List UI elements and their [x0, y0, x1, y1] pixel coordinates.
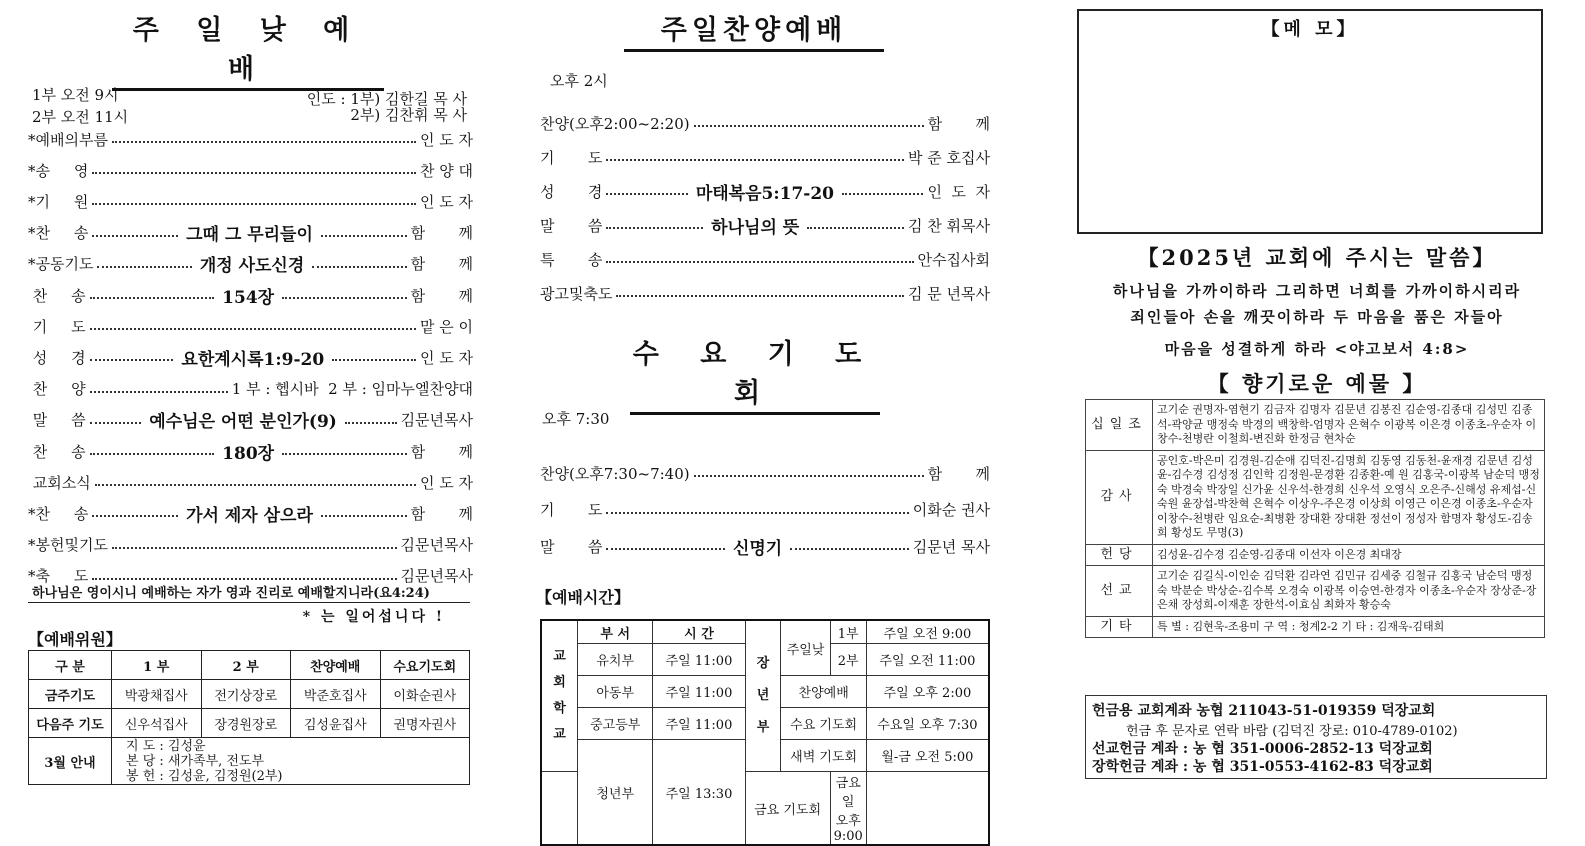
- staff-header-cell: 1 부: [112, 651, 202, 680]
- order-label: *예배의부름: [28, 130, 108, 149]
- afternoon-column: [536, 0, 991, 844]
- order-label: *찬 송: [28, 224, 89, 243]
- title-underline: [624, 49, 884, 52]
- adult-service: 수요 기도회: [781, 708, 866, 740]
- order-person: 1 부 : 헵시바 2 부 : 임마누엘찬양대: [231, 380, 473, 399]
- leader-dots: [90, 422, 142, 424]
- offering-row: [1086, 544, 1545, 566]
- order-label: 기 도: [540, 501, 603, 519]
- order-row: [540, 535, 990, 557]
- staff-cell: 권명자권사: [380, 709, 470, 738]
- title-underline: [630, 412, 880, 415]
- order-person: 함 께: [410, 255, 473, 274]
- memo-title: 【메 모】: [1261, 19, 1359, 40]
- order-person: 인 도 자: [927, 182, 991, 201]
- staff-title: 【예배위원】: [28, 630, 122, 649]
- leader-dots: [112, 141, 416, 143]
- order-label: 말 씀: [540, 537, 603, 556]
- school-dept: 유치부: [577, 644, 653, 676]
- order-person: 함 께: [410, 442, 473, 461]
- year-verse-line-1: 하나님을 가까이하라 그리하면 너희를 가까이하시리라: [1112, 282, 1522, 300]
- order-label: 말 씀: [28, 411, 86, 430]
- order-content: 하나님의 뜻: [707, 213, 803, 238]
- leader-dots: [282, 297, 407, 299]
- verse-divider: [28, 602, 470, 603]
- order-row: [28, 159, 473, 181]
- leader-dots: [606, 548, 725, 550]
- leader-dots: [92, 578, 396, 580]
- school-time: 주일 11:00: [653, 708, 745, 740]
- leader-dots: [90, 453, 215, 455]
- order-content: 개정 사도신경: [196, 251, 308, 276]
- staff-cell: 김성윤집사: [291, 709, 381, 738]
- order-person: 찬 양 대: [419, 161, 473, 180]
- order-person: 박 준 호집사: [908, 148, 990, 167]
- bank-line-4: 장학헌금 계좌 : 농 협 351-0553-4162-83 덕장교회: [1092, 759, 1433, 775]
- order-person: 인 도 자: [419, 192, 473, 211]
- leader-dots: [694, 475, 924, 477]
- schedule-title: 【예배시간】: [536, 588, 630, 607]
- offering-names: 공인호-박은미 김경원-김순애 김덕진-김명희 김동영 김동천-윤재경 김문년 김성윤-김수경 김성정 김인학 김정원-문경환 김종환-예 원 김홍국-이광복 남순덕 맹정숙 박경숙 박장일 신가윤 신우석-한경희 신우석 오영식 오은주-신해성 유제섭-신숙원 윤장섭-박찬혁 은혁수 이상우-주은경 이상희 이영근 이은경 이종초-우순자 이창수-천병란 임요순-최병환 장대환 장대환 정선이 정성자 함명자 황성도-김송희 황성도 무명(3): [1153, 450, 1545, 544]
- order-label: 광고및축도: [540, 284, 613, 303]
- leader-dots: [842, 193, 923, 195]
- sunday-verse: 하나님은 영이시니 예배하는 자가 영과 진리로 예배할지니라(요4:24): [32, 586, 430, 601]
- leader-dots: [606, 159, 904, 161]
- staff-row: [29, 709, 470, 738]
- adult-label: 장 년 부: [745, 620, 781, 772]
- order-label: *공동기도: [28, 255, 94, 274]
- order-row: [540, 180, 990, 202]
- offering-row: [1086, 566, 1545, 617]
- order-label: 교회소식: [28, 473, 91, 492]
- order-label: 기 도: [28, 317, 86, 336]
- leader-dots: [92, 235, 178, 237]
- leader-dots: [90, 328, 416, 330]
- school-label: 교 회 학 교: [541, 620, 577, 772]
- bank-info: [1085, 695, 1547, 779]
- march-line-1: 지 도 : 김성윤: [126, 738, 206, 754]
- leader-dots: [345, 422, 397, 424]
- adult-service: 찬양예배: [781, 676, 866, 708]
- order-row: [28, 409, 473, 431]
- school-time: 주일 11:00: [653, 676, 745, 708]
- leader-dots: [694, 125, 924, 127]
- order-person: 김문년목사: [400, 567, 473, 586]
- order-row: [28, 222, 473, 244]
- offering-names: 고기순 김길식-이인순 김덕환 김라연 김민규 김세중 김철규 김홍국 남순덕 맹정숙 박분순 박상순-김수복 오경숙 이광복 이승연-한경자 이종초-우순자 장상준-장은채 장성희-이재훈 장한석-이효심 최화자 황승숙: [1153, 566, 1545, 617]
- order-person: 김 문 년목사: [908, 284, 990, 303]
- order-row: [540, 146, 990, 168]
- order-label: 특 송: [540, 250, 603, 269]
- order-label: *송 영: [28, 161, 89, 180]
- staff-cell: 신우석집사: [112, 709, 202, 738]
- staff-table: [28, 650, 470, 785]
- staff-cell: 전기상장로: [201, 680, 291, 709]
- offering-category: 선교: [1086, 566, 1153, 617]
- order-person: 맡 은 이: [419, 317, 473, 336]
- service-time-2: 2부 오전 11시: [32, 108, 129, 126]
- order-row: [28, 315, 473, 337]
- memo-box: [1077, 9, 1543, 234]
- dept-header: 부 서: [577, 620, 653, 644]
- order-label: 찬 양: [28, 380, 86, 399]
- leader-dots: [606, 193, 687, 195]
- order-content: 예수님은 어떤 분인가(9): [145, 407, 341, 432]
- staff-header-cell: 구 분: [29, 651, 112, 680]
- march-row: [29, 738, 470, 785]
- order-label: 찬양(오후7:30~7:40): [540, 464, 690, 483]
- order-row: [540, 214, 990, 236]
- leader-dots: [90, 391, 228, 393]
- order-row: [28, 471, 473, 493]
- sunday-part-1: 1부: [830, 620, 866, 644]
- march-info: [112, 738, 470, 785]
- order-person: 함 께: [410, 286, 473, 305]
- order-person: 김문년목사: [400, 411, 474, 430]
- leader-dots: [790, 548, 909, 550]
- leader-dots: [92, 203, 416, 205]
- sunday-part-1-time: 주일 오전 9:00: [866, 620, 989, 644]
- info-column: [1077, 0, 1557, 802]
- sunday-morning-title: 주 일 낮 예 배: [132, 15, 364, 85]
- march-label: 3월 안내: [29, 738, 112, 785]
- leader-dots: [606, 512, 908, 514]
- order-label: 찬 송: [28, 286, 86, 305]
- order-label: 기 도: [540, 148, 603, 167]
- order-content: 154장: [218, 283, 278, 308]
- sunday-label: 주일낮: [781, 620, 830, 676]
- march-line-3: 봉 헌 : 김성윤, 김정원(2부): [126, 768, 283, 784]
- order-row: [540, 112, 990, 134]
- bank-line-2: 헌금 후 문자로 연락 바람 (김덕진 장로: 010-4789-0102): [1126, 724, 1458, 739]
- stand-note: * 는 일어섭니다 !: [302, 609, 445, 625]
- leader-dots: [95, 484, 416, 486]
- order-row: [540, 282, 990, 304]
- leader-1: 인도 : 1부) 김한길 목 사: [306, 90, 467, 108]
- order-person: 함 께: [927, 464, 990, 483]
- offering-title: 【 향기로운 예물 】: [1207, 371, 1427, 396]
- order-content: 신명기: [729, 534, 786, 559]
- order-content: 요한계시록1:9-20: [177, 345, 328, 370]
- march-line-2: 본 당 : 새가족부, 전도부: [126, 753, 265, 769]
- offering-names: 고기순 권명자-염현기 김금자 김명자 김문년 김봉진 김순영-김종대 김성민 김종석-곽양균 맹정숙 박경의 백창학-엄명자 은혁수 이광복 이은경 이종초-우순자 이창수-천병란 이철희-변진화 한정금 현차순: [1153, 400, 1545, 451]
- school-dept: 청년부: [577, 740, 653, 846]
- order-row: [28, 128, 473, 150]
- offering-category: 헌당: [1086, 544, 1153, 566]
- order-label: 성 경: [28, 348, 86, 367]
- staff-header-cell: 수요기도회: [380, 651, 470, 680]
- adult-time: 수요일 오후 7:30: [866, 708, 989, 740]
- sunday-part-2-time: 주일 오전 11:00: [866, 644, 989, 676]
- order-person: 인 도 자: [419, 473, 473, 492]
- order-row: [540, 462, 990, 484]
- adult-time: 주일 오후 2:00: [866, 676, 989, 708]
- adult-time: 월-금 오전 5:00: [866, 740, 989, 772]
- staff-header-cell: 2 부: [201, 651, 291, 680]
- leader-dots: [807, 227, 904, 229]
- order-person: 인 도 자: [419, 130, 473, 149]
- order-content: 가서 제자 삼으라: [182, 501, 317, 526]
- order-person: 함 께: [410, 224, 474, 243]
- order-row: [28, 440, 473, 462]
- order-label: *기 원: [28, 192, 89, 211]
- leader-dots: [90, 359, 174, 361]
- leader-2: 2부) 김찬휘 목 사: [350, 106, 467, 124]
- leader-dots: [321, 515, 407, 517]
- schedule-table: [540, 619, 990, 846]
- order-person: 함 께: [927, 114, 990, 133]
- wednesday-time: 오후 7:30: [542, 410, 610, 428]
- offering-category: 십일조: [1086, 400, 1153, 451]
- adult-time: 금요일 오후 9:00: [830, 772, 866, 846]
- order-row: [28, 502, 473, 524]
- order-label: 찬양(오후2:00~2:20): [540, 114, 690, 133]
- staff-cell: 박준호집사: [291, 680, 381, 709]
- order-label: *봉헌및기도: [28, 536, 108, 555]
- staff-row: [29, 680, 470, 709]
- staff-header-row: [29, 651, 470, 680]
- sunday-part-2: 2부: [830, 644, 866, 676]
- order-label: 말 씀: [540, 216, 603, 235]
- order-person: 김문년목사: [400, 536, 473, 555]
- bank-line-1: 헌금용 교회계좌 농협 211043-51-019359 덕장교회: [1092, 703, 1436, 719]
- staff-cell: 이화순권사: [380, 680, 470, 709]
- staff-row-label: 다음주 기도: [29, 709, 112, 738]
- adult-service: 새벽 기도회: [781, 740, 866, 772]
- order-row: [28, 284, 473, 306]
- offering-category: 감사: [1086, 450, 1153, 544]
- order-person: 인 도 자: [419, 348, 473, 367]
- order-person: 이화순 권사: [912, 501, 990, 519]
- school-time: 주일 11:00: [653, 644, 745, 676]
- order-row: [28, 253, 473, 275]
- leader-dots: [606, 227, 703, 229]
- school-dept: 아동부: [577, 676, 653, 708]
- year-verse-line-2: 죄인들아 손을 깨끗이하라 두 마음을 품은 자들아: [1130, 308, 1504, 326]
- order-row: [28, 534, 473, 556]
- time-header: 시 간: [653, 620, 745, 644]
- service-time-1: 1부 오전 9시: [32, 86, 119, 104]
- leader-dots: [92, 515, 178, 517]
- order-label: *축 도: [28, 567, 89, 586]
- order-row: [28, 346, 473, 368]
- offering-row: [1086, 616, 1545, 638]
- sunday-morning-title-block: [112, 8, 384, 91]
- leader-dots: [92, 172, 416, 174]
- offering-names: 특 별 : 김현욱-조용미 구 역 : 청계2-2 기 타 : 김재욱-김태희: [1153, 616, 1545, 638]
- school-time: 주일 13:30: [653, 740, 745, 846]
- order-label: *찬 송: [28, 504, 89, 523]
- offering-table: [1085, 399, 1545, 638]
- leader-dots: [312, 266, 406, 268]
- order-person: 함 께: [410, 504, 474, 523]
- order-row: [28, 378, 473, 400]
- school-dept: 중고등부: [577, 708, 653, 740]
- sunday-morning-column: [28, 0, 473, 802]
- order-content: 마태복음5:17-20: [692, 179, 838, 204]
- order-content: 그때 그 무리들이: [182, 220, 317, 245]
- praise-title-block: [624, 8, 884, 52]
- leader-dots: [97, 266, 191, 268]
- staff-cell: 장경원장로: [201, 709, 291, 738]
- order-label: 성 경: [540, 182, 603, 201]
- order-content: 180장: [218, 439, 278, 464]
- praise-time: 오후 2시: [550, 72, 608, 90]
- leader-dots: [112, 547, 397, 549]
- leader-dots: [606, 261, 913, 263]
- offering-category: 기타: [1086, 616, 1153, 638]
- order-person: 김 찬 휘목사: [908, 216, 991, 235]
- leader-dots: [616, 295, 904, 297]
- offering-names: 김성윤-김수경 김순영-김종대 이선자 이은경 최대장: [1153, 544, 1545, 566]
- adult-service: 금요 기도회: [745, 772, 830, 846]
- year-verse-title: 【2025년 교회에 주시는 말씀】: [1137, 245, 1497, 270]
- staff-header-cell: 찬양예배: [291, 651, 381, 680]
- order-person: 안수집사회: [917, 250, 990, 269]
- order-person: 김문년 목사: [912, 537, 991, 556]
- order-row: [28, 190, 473, 212]
- wednesday-title: 수 요 기 도 회: [632, 339, 878, 409]
- order-row: [540, 499, 990, 521]
- praise-service-title: 주일찬양예배: [660, 15, 848, 46]
- order-row: [540, 248, 990, 270]
- staff-row-label: 금주기도: [29, 680, 112, 709]
- wednesday-title-block: [630, 332, 880, 415]
- offering-row: [1086, 400, 1545, 451]
- leader-dots: [282, 453, 407, 455]
- staff-cell: 박광채집사: [112, 680, 202, 709]
- order-label: 찬 송: [28, 442, 86, 461]
- leader-dots: [90, 297, 215, 299]
- year-verse-line-3: 마음을 성결하게 하라 <야고보서 4:8>: [1164, 340, 1470, 358]
- leader-dots: [321, 235, 407, 237]
- offering-row: [1086, 450, 1545, 544]
- leader-dots: [332, 359, 416, 361]
- bank-line-3: 선교헌금 계좌 : 농 협 351-0006-2852-13 덕장교회: [1092, 741, 1433, 757]
